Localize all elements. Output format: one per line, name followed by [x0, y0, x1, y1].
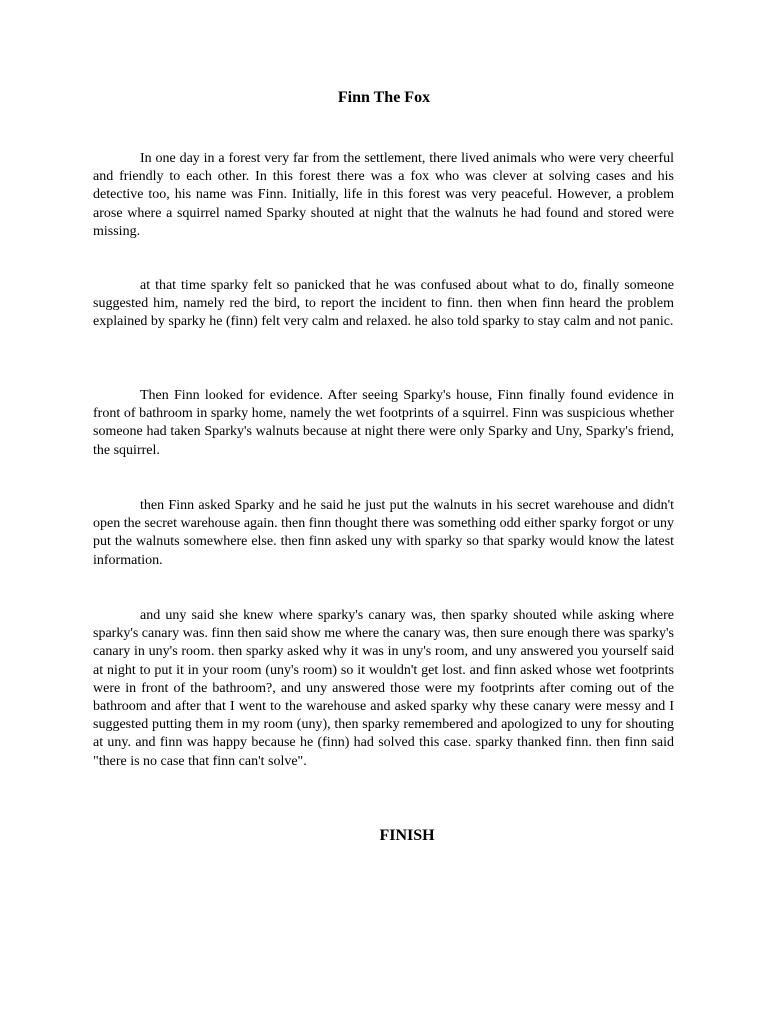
- story-title: Finn The Fox: [337, 89, 431, 106]
- story-paragraph-5: and uny said she knew where sparky's canary was, then sparky shouted while asking where sparky's canary was. finn then said show me where the canary was, then sure enough there was sparky's canary in uny's room. then sparky asked why it was in uny's room, and uny answered you yourself said at night to put it in your room (uny's room) so it wouldn't get lost. and finn asked whose wet footprints were in front of the bathroom?, and uny answered those were my footprints after coming out of the bathroom and after that I went to the warehouse and asked sparky why these canary were messy and I suggested putting them in my room (uny), then sparky remembered and apologized to uny for shouting at uny. and finn was happy because he (finn) had solved this case. sparky thanked finn. then finn said "there is no case that finn can't solve".: [93, 608, 674, 769]
- story-ending: FINISH: [379, 827, 435, 844]
- story-paragraph-2: at that time sparky felt so panicked that he was confused about what to do, finally someone suggested him, namely red the bird, to report the incident to finn. then when finn heard the problem explained by sparky he (finn) felt very calm and relaxed. he also told sparky to stay calm and not panic.: [93, 278, 674, 330]
- story-paragraph-4: then Finn asked Sparky and he said he just put the walnuts in his secret warehouse and didn't open the secret warehouse again. then finn thought there was something odd either sparky forgot or uny put the walnuts somewhere else. then finn asked uny with sparky so that sparky would know the latest information.: [93, 498, 674, 568]
- story-paragraph-3: Then Finn looked for evidence. After seeing Sparky's house, Finn finally found evidence in front of bathroom in sparky home, namely the wet footprints of a squirrel. Finn was suspicious whether someone had taken Sparky's walnuts because at night there were only Sparky and Uny, Sparky's friend, the squirrel.: [93, 388, 674, 458]
- story-paragraph-1: In one day in a forest very far from the settlement, there lived animals who were very cheerful and friendly to each other. In this forest there was a fox who was clever at solving cases and his detective too, his name was Finn. Initially, life in this forest was very peaceful. However, a problem arose where a squirrel named Sparky shouted at night that the walnuts he had found and stored were missing.: [93, 151, 674, 239]
